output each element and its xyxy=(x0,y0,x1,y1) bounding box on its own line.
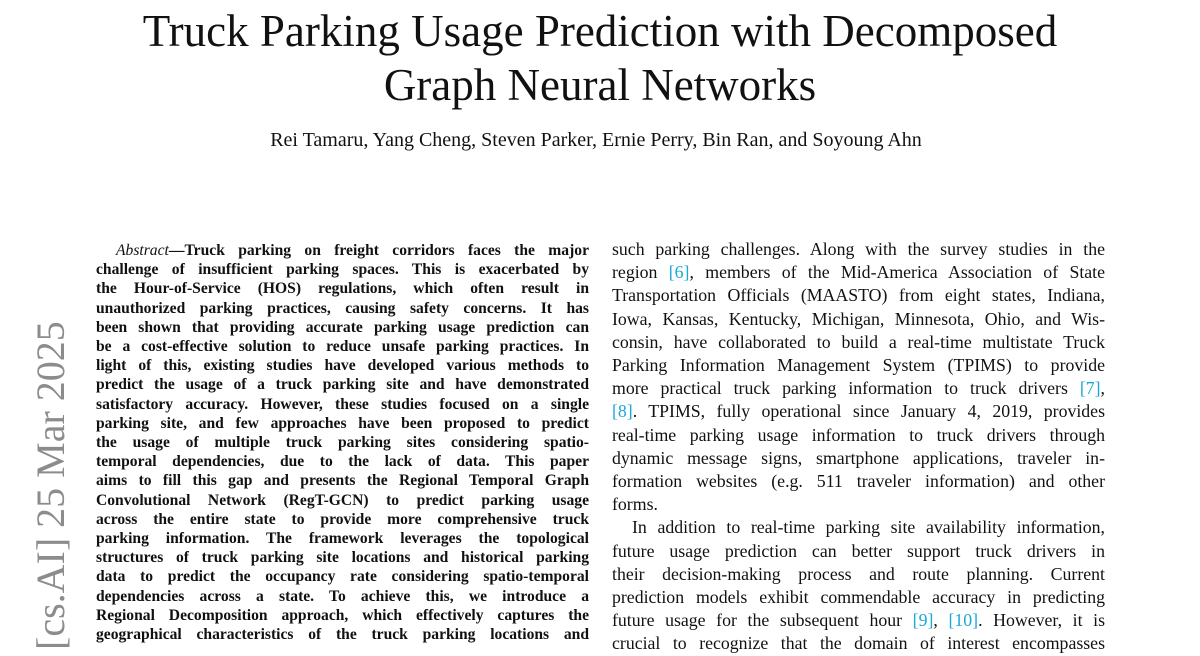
body-line: forms. xyxy=(612,494,658,515)
citation-link[interactable]: [10] xyxy=(948,610,979,631)
abstract-label: Abstract xyxy=(116,242,169,259)
abstract-line: unauthorized parking practices, causing safety concerns. It has xyxy=(96,299,589,317)
paper-title xyxy=(0,4,1200,112)
author-list: Rei Tamaru, Yang Cheng, Steven Parker, Ernie Perry, Bin Ran, and Soyoung Ahn xyxy=(270,129,922,151)
abstract-line: satisfactory accuracy. However, these studies focused on a single xyxy=(96,395,589,413)
citation-link[interactable]: [8] xyxy=(612,401,633,422)
body-line: Parking Information Management System (TPIMS) to provide xyxy=(612,355,1105,376)
citation-link[interactable]: [9] xyxy=(912,610,934,631)
abstract-line: parking information. The framework leverages the topological xyxy=(96,530,589,548)
abstract-line: be a cost-effective solution to reduce unsafe parking practices. In xyxy=(96,338,589,356)
citation-link[interactable]: [7] xyxy=(1079,378,1101,399)
body-line: future usage prediction can better support truck drivers in xyxy=(612,540,1105,561)
abstract-line: light of this, existing studies have developed various methods to xyxy=(96,357,589,375)
body-line: dynamic message signs, smartphone applications, traveler in- xyxy=(612,447,1105,468)
abstract-line: data to predict the occupancy rate considering spatio-temporal xyxy=(96,568,589,586)
abstract xyxy=(96,241,589,644)
abstract-line: temporal dependencies, due to the lack of data. This paper xyxy=(96,453,589,471)
paper-title-line-1: Truck Parking Usage Prediction with Decomposed xyxy=(142,6,1058,56)
body-line: consin, have collaborated to build a real-time multistate Truck xyxy=(612,331,1105,352)
abstract-line: geographical characteristics of the truck parking locations and xyxy=(96,626,589,644)
body-text-column xyxy=(612,238,1105,656)
body-line: formation websites (e.g. 511 traveler information) and other xyxy=(612,471,1105,492)
abstract-line: dependencies across a state. To achieve this, we introduce a xyxy=(96,587,589,605)
body-line: In addition to real-time parking site availability information, xyxy=(632,517,1105,538)
abstract-line: across the entire state to provide more comprehensive truck xyxy=(96,510,589,528)
body-line: their decision-making process and route planning. Current xyxy=(612,563,1105,584)
body-line: more practical truck parking information to truck drivers [7], xyxy=(612,378,1105,399)
abstract-line: Abstract—Truck parking on freight corridors faces the major xyxy=(116,242,589,259)
arxiv-stamp: [cs.AI] 25 Mar 2025 xyxy=(28,321,73,650)
abstract-line: the usage of multiple truck parking sites considering spatio- xyxy=(96,434,589,452)
paper-title-line-2: Graph Neural Networks xyxy=(383,60,817,110)
abstract-line: the Hour-of-Service (HOS) regulations, which often result in xyxy=(96,280,589,298)
body-line: such parking challenges. Along with the survey studies in the xyxy=(612,239,1105,259)
body-line: future usage for the subsequent hour [9], [10]. However, it is xyxy=(612,610,1105,631)
body-line: real-time parking usage information to truck drivers through xyxy=(612,424,1105,445)
body-line: Iowa, Kansas, Kentucky, Michigan, Minnesota, Ohio, and Wis- xyxy=(612,308,1105,329)
abstract-line: Regional Decomposition approach, which effectively captures the xyxy=(96,606,589,624)
abstract-line: parking site, and few approaches have been proposed to predict xyxy=(96,414,589,432)
abstract-line: been shown that providing accurate parking usage prediction can xyxy=(96,318,589,336)
body-line: prediction models exhibit commendable accuracy in predicting xyxy=(612,587,1105,608)
body-line: Transportation Officials (MAASTO) from eight states, Indiana, xyxy=(612,285,1105,306)
body-line: crucial to recognize that the domain of interest encompasses xyxy=(612,633,1105,654)
body-line: region [6], members of the Mid-America Association of State xyxy=(612,262,1105,283)
body-line: [8]. TPIMS, fully operational since January 4, 2019, provides xyxy=(612,401,1105,422)
abstract-line: structures of truck parking site locations and historical parking xyxy=(96,549,589,567)
abstract-line: predict the usage of a truck parking site and have demonstrated xyxy=(96,376,589,394)
abstract-line: Convolutional Network (RegT-GCN) to predict parking usage xyxy=(96,491,589,509)
abstract-line: challenge of insufficient parking spaces. This is exacerbated by xyxy=(96,261,589,279)
citation-link[interactable]: [6] xyxy=(668,262,690,283)
abstract-line: aims to fill this gap and presents the Regional Temporal Graph xyxy=(96,472,589,490)
